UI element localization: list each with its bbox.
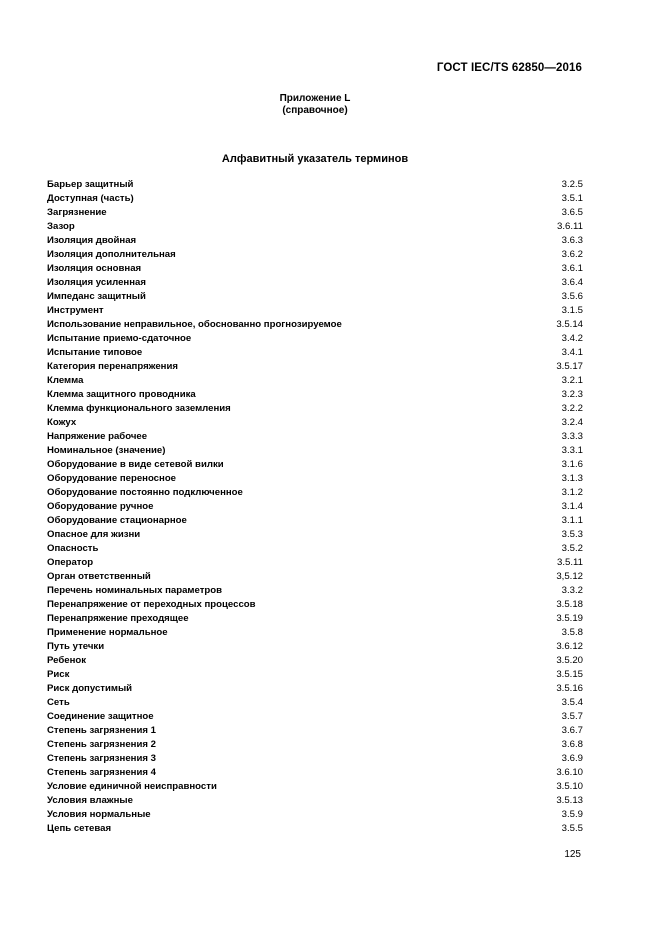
index-ref: 3.6.7 xyxy=(561,725,583,736)
annex-heading xyxy=(0,93,630,117)
index-entry xyxy=(47,332,583,346)
index-term: Ребенок xyxy=(47,655,87,666)
index-ref: 3.5.4 xyxy=(561,697,583,708)
index-term: Опасность xyxy=(47,543,99,554)
index-entry xyxy=(47,682,583,696)
index-entry xyxy=(47,500,583,514)
index-entry xyxy=(47,458,583,472)
index-term: Использование неправильное, обоснованно прогнозируемое xyxy=(47,319,342,330)
index-ref: 3,5.12 xyxy=(556,571,583,582)
index-term: Изоляция усиленная xyxy=(47,277,146,288)
index-term: Степень загрязнения 2 xyxy=(47,739,156,750)
index-ref: 3.2.2 xyxy=(561,403,583,414)
index-ref: 3.5.15 xyxy=(556,669,583,680)
index-entry xyxy=(47,290,583,304)
index-ref: 3.5.16 xyxy=(556,683,583,694)
index-ref: 3.6.5 xyxy=(561,207,583,218)
index-term: Соединение защитное xyxy=(47,711,154,722)
index-entry xyxy=(47,794,583,808)
index-term: Изоляция двойная xyxy=(47,235,137,246)
index-term: Перенапряжение от переходных процессов xyxy=(47,599,256,610)
index-entry xyxy=(47,248,583,262)
index-term: Загрязнение xyxy=(47,207,107,218)
index-entry xyxy=(47,612,583,626)
index-ref: 3.6.8 xyxy=(561,739,583,750)
page-number: 125 xyxy=(564,849,581,860)
index-term: Клемма защитного проводника xyxy=(47,389,196,400)
index-ref: 3.5.5 xyxy=(561,823,583,834)
index-term: Напряжение рабочее xyxy=(47,431,148,442)
index-ref: 3.5.1 xyxy=(561,193,583,204)
index-term: Испытание приемо-сдаточное xyxy=(47,333,192,344)
index-entry xyxy=(47,626,583,640)
index-ref: 3.1.6 xyxy=(561,459,583,470)
index-ref: 3.6.3 xyxy=(561,235,583,246)
index-ref: 3.5.17 xyxy=(556,361,583,372)
index-entry xyxy=(47,304,583,318)
index-term: Испытание типовое xyxy=(47,347,143,358)
index-entry xyxy=(47,808,583,822)
index-ref: 3.5.10 xyxy=(556,781,583,792)
index-ref: 3.5.6 xyxy=(561,291,583,302)
index-ref: 3.5.8 xyxy=(561,627,583,638)
index-ref: 3.1.5 xyxy=(561,305,583,316)
index-entry xyxy=(47,780,583,794)
index-term: Оборудование постоянно подключенное xyxy=(47,487,243,498)
index-entry xyxy=(47,346,583,360)
index-ref: 3.5.7 xyxy=(561,711,583,722)
index-ref: 3.4.1 xyxy=(561,347,583,358)
index-ref: 3.5.20 xyxy=(556,655,583,666)
index-entry xyxy=(47,444,583,458)
index-ref: 3.6.11 xyxy=(557,221,583,232)
index-ref: 3.5.9 xyxy=(561,809,583,820)
index-entry xyxy=(47,640,583,654)
index-entry xyxy=(47,766,583,780)
index-entry xyxy=(47,178,583,192)
index-ref: 3.6.4 xyxy=(561,277,583,288)
index-entry xyxy=(47,668,583,682)
index-term: Опасное для жизни xyxy=(47,529,141,540)
index-ref: 3.3.1 xyxy=(561,445,583,456)
index-term: Импеданс защитный xyxy=(47,291,146,302)
index-entry xyxy=(47,318,583,332)
index-term: Условия влажные xyxy=(47,795,133,806)
index-term: Риск допустимый xyxy=(47,683,133,694)
index-entry xyxy=(47,654,583,668)
index-term: Перечень номинальных параметров xyxy=(47,585,223,596)
index-term: Доступная (часть) xyxy=(47,193,134,204)
index-ref: 3.5.14 xyxy=(556,319,583,330)
index-entry xyxy=(47,598,583,612)
index-term: Оборудование ручное xyxy=(47,501,154,512)
index-ref: 3.2.4 xyxy=(561,417,583,428)
index-ref: 3.6.9 xyxy=(561,753,583,764)
index-term: Изоляция основная xyxy=(47,263,142,274)
index-term: Инструмент xyxy=(47,305,104,316)
index-entry xyxy=(47,696,583,710)
index-ref: 3.2.5 xyxy=(561,179,583,190)
index-ref: 3.5.18 xyxy=(556,599,583,610)
index-term: Условия нормальные xyxy=(47,809,151,820)
index-term: Клемма xyxy=(47,375,84,386)
index-entry xyxy=(47,514,583,528)
index-entry xyxy=(47,206,583,220)
index-ref: 3.6.2 xyxy=(561,249,583,260)
term-index-list xyxy=(47,178,583,836)
index-ref: 3.6.12 xyxy=(556,641,583,652)
index-entry xyxy=(47,416,583,430)
index-ref: 3.2.1 xyxy=(561,375,583,386)
index-entry xyxy=(47,262,583,276)
index-entry xyxy=(47,486,583,500)
index-ref: 3.6.10 xyxy=(556,767,583,778)
index-term: Оборудование стационарное xyxy=(47,515,187,526)
index-ref: 3.4.2 xyxy=(561,333,583,344)
index-entry xyxy=(47,556,583,570)
index-ref: 3.1.4 xyxy=(561,501,583,512)
index-entry xyxy=(47,360,583,374)
index-entry xyxy=(47,724,583,738)
index-term: Перенапряжение преходящее xyxy=(47,613,189,624)
index-entry xyxy=(47,388,583,402)
index-title: Алфавитный указатель терминов xyxy=(221,153,409,165)
index-term: Изоляция дополнительная xyxy=(47,249,176,260)
index-term: Барьер защитный xyxy=(47,179,134,190)
index-entry xyxy=(47,710,583,724)
index-ref: 3.5.11 xyxy=(557,557,583,568)
index-ref: 3.3.3 xyxy=(561,431,583,442)
index-ref: 3.2.3 xyxy=(561,389,583,400)
index-term: Степень загрязнения 4 xyxy=(47,767,156,778)
index-term: Путь утечки xyxy=(47,641,105,652)
index-entry xyxy=(47,192,583,206)
index-ref: 3.1.3 xyxy=(561,473,583,484)
index-ref: 3.1.2 xyxy=(561,487,583,498)
index-entry xyxy=(47,374,583,388)
index-ref: 3.5.19 xyxy=(556,613,583,624)
index-ref: 3.5.3 xyxy=(561,529,583,540)
index-term: Орган ответственный xyxy=(47,571,151,582)
index-term: Оборудование в виде сетевой вилки xyxy=(47,459,224,470)
index-entry xyxy=(47,738,583,752)
index-entry xyxy=(47,472,583,486)
index-entry xyxy=(47,752,583,766)
index-term: Применение нормальное xyxy=(47,627,168,638)
index-entry xyxy=(47,542,583,556)
index-term: Цепь сетевая xyxy=(47,823,112,834)
index-entry xyxy=(47,234,583,248)
index-term: Степень загрязнения 3 xyxy=(47,753,156,764)
index-term: Категория перенапряжения xyxy=(47,361,178,372)
annex-type: (справочное) xyxy=(282,105,348,116)
index-entry xyxy=(47,570,583,584)
index-term: Зазор xyxy=(47,221,75,232)
standard-code: ГОСТ IEC/TS 62850—2016 xyxy=(436,62,582,74)
index-term: Номинальное (значение) xyxy=(47,445,166,456)
index-entry xyxy=(47,584,583,598)
annex-name: Приложение L xyxy=(279,93,351,104)
index-ref: 3.5.2 xyxy=(561,543,583,554)
index-term: Оператор xyxy=(47,557,94,568)
index-ref: 3.5.13 xyxy=(556,795,583,806)
index-entry xyxy=(47,430,583,444)
index-term: Условие единичной неисправности xyxy=(47,781,217,792)
index-term: Сеть xyxy=(47,697,70,708)
index-entry xyxy=(47,528,583,542)
index-ref: 3.6.1 xyxy=(561,263,583,274)
index-term: Кожух xyxy=(47,417,77,428)
index-term: Клемма функционального заземления xyxy=(47,403,231,414)
index-entry xyxy=(47,220,583,234)
index-ref: 3.3.2 xyxy=(561,585,583,596)
index-term: Риск xyxy=(47,669,70,680)
index-term: Степень загрязнения 1 xyxy=(47,725,156,736)
index-entry xyxy=(47,822,583,836)
index-ref: 3.1.1 xyxy=(561,515,583,526)
index-entry xyxy=(47,276,583,290)
index-entry xyxy=(47,402,583,416)
index-term: Оборудование переносное xyxy=(47,473,177,484)
